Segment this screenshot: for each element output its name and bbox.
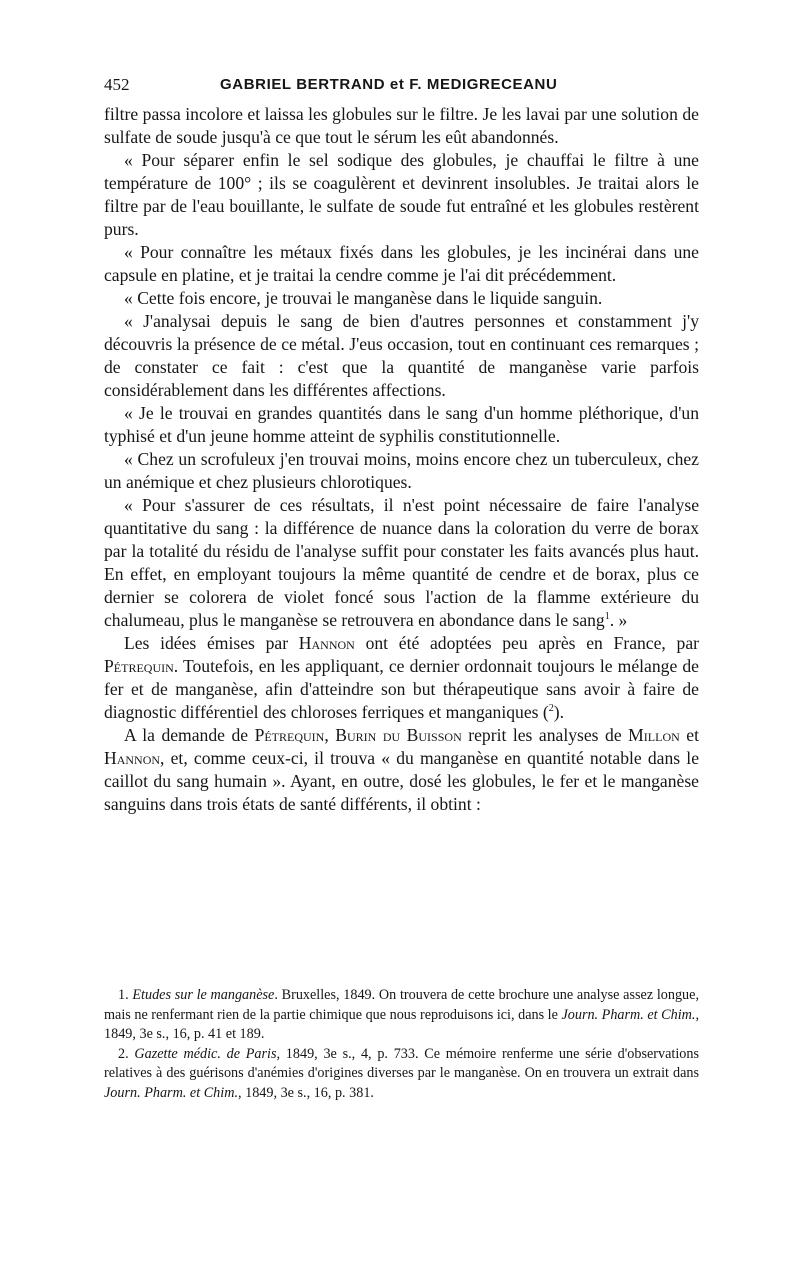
paragraph-10 — [104, 724, 699, 816]
author-name-petrequin: Pétrequin — [254, 725, 325, 745]
footnotes — [104, 986, 699, 1103]
footnote-ref-1: 1 — [604, 611, 610, 623]
footnote-2-title: Gazette médic. de Paris — [134, 1045, 277, 1062]
paragraph-3: « Pour connaître les métaux fixés dans les globules, je les incinérai dans une capsule en platine, et je traitai la cendre comme je l'ai dit précédemment. — [104, 242, 699, 285]
footnote-2-number: 2. — [118, 1045, 135, 1062]
paragraph-9-text-c: . Toutefois, en les appliquant, ce dernier ordonnait toujours le mélange de fer et de manganèse, afin d'atteindre son but thérapeutique sans avoir à faire de diagnostic différentiel des chloroses ferriques et manganiques ( — [104, 656, 699, 722]
paragraph-8-text: « Pour s'assurer de ces résultats, il n'est point nécessaire de faire l'analyse quantitative du sang : la différence de nuance dans la coloration du verre de borax par la totalité du résidu de l'analyse suffit pour constater les faits avancés plus haut. En effet, en employant toujours la même quantité de cendre et de borax, plus ce dernier se colorera de violet foncé sous l'action de la flamme extérieure du chalumeau, plus le manganèse se retrouvera en abondance dans le sang — [104, 495, 699, 630]
paragraph-10-text-a: A la demande de — [124, 725, 255, 745]
author-name-hannon: Hannon — [298, 633, 355, 653]
author-name-hannon: Hannon — [104, 748, 161, 768]
page-number: 452 — [104, 75, 130, 94]
paragraph-10-text-c: reprit les analyses de — [461, 725, 629, 745]
author-name-burin-du-buisson: Burin du Buisson — [335, 725, 462, 745]
footnote-1 — [104, 986, 699, 1045]
paragraph-9-tail: ). — [553, 702, 565, 722]
paragraph-9-text-b: ont été adoptées peu après en France, par — [354, 633, 700, 653]
running-head: GABRIEL BERTRAND et F. MEDIGRECEANU — [220, 76, 558, 93]
paragraph-4: « Cette fois encore, je trouvai le manganèse dans le liquide sanguin. — [124, 288, 603, 308]
paragraph-2: « Pour séparer enfin le sel sodique des globules, je chauffai le filtre à une température de 100° ; ils se coagulèrent et devinrent insolubles. Je traitai alors le filtre par de l'eau bouillante, le sulfate de soude fut entraîné et les globules restèrent purs. — [104, 150, 699, 239]
footnote-1-reference: , 1849, 3e s., 16, p. 41 et 189. — [104, 1006, 699, 1042]
paragraph-9 — [104, 632, 699, 724]
footnote-ref-2: 2 — [548, 703, 554, 715]
author-name-petrequin: Pétrequin — [104, 656, 174, 676]
page — [104, 72, 699, 816]
paragraph-8-tail: . » — [609, 610, 628, 630]
paragraph-5: « J'analysai depuis le sang de bien d'autres personnes et constamment j'y découvris la présence de ce métal. J'eus occasion, tout en continuant ces remarques ; de constater ce fait : c'est que la quantité de manganèse varie parfois considérablement dans les différentes affections. — [104, 311, 699, 400]
paragraph-1: filtre passa incolore et laissa les globules sur le filtre. Je les lavai par une solution de sulfate de soude jusqu'à ce que tout le sérum les eût abandonnés. — [104, 104, 699, 147]
footnote-1-journal: Journ. Pharm. et Chim. — [561, 1006, 696, 1023]
paragraph-8 — [104, 494, 699, 632]
paragraph-10-text-e: , et, comme ceux-ci, il trouva « du manganèse en quantité notable dans le caillot du sang humain ». Ayant, en outre, dosé les globules, le fer et le manganèse sanguins dans trois états de santé différents, il obtint : — [104, 748, 699, 814]
footnote-2-text: , 1849, 3e s., 4, p. 733. Ce mémoire renferme une série d'observations relatives à des guérisons d'anémies d'origines diverses par le manganèse. On en trouvera un extrait dans — [104, 1045, 700, 1081]
footnote-1-number: 1. — [118, 987, 133, 1003]
main-text — [104, 103, 699, 816]
footnote-1-text: . Bruxelles, 1849. On trouvera de cette brochure une analyse assez longue, mais ne renfermant rien de la partie chimique que nous reproduisons ici, dans le — [104, 987, 699, 1023]
paragraph-10-text-b: , — [324, 725, 336, 745]
footnote-2-journal: Journ. Pharm. et Chim. — [104, 1084, 238, 1101]
paragraph-6: « Je le trouvai en grandes quantités dans le sang d'un homme pléthorique, d'un typhisé et d'un jeune homme atteint de syphilis constitutionnelle. — [104, 403, 699, 446]
paragraph-9-text-a: Les idées émises par — [124, 633, 299, 653]
author-name-millon: Millon — [628, 725, 680, 745]
page-header — [104, 72, 699, 98]
paragraph-7: « Chez un scrofuleux j'en trouvai moins, moins encore chez un tuberculeux, chez un anémique et chez plusieurs chlorotiques. — [104, 449, 699, 492]
footnote-2 — [104, 1045, 699, 1104]
footnote-2-reference: , 1849, 3e s., 16, p. 381. — [238, 1084, 374, 1101]
paragraph-10-text-d: et — [679, 725, 699, 745]
footnote-1-title: Etudes sur le manganèse — [132, 987, 275, 1003]
